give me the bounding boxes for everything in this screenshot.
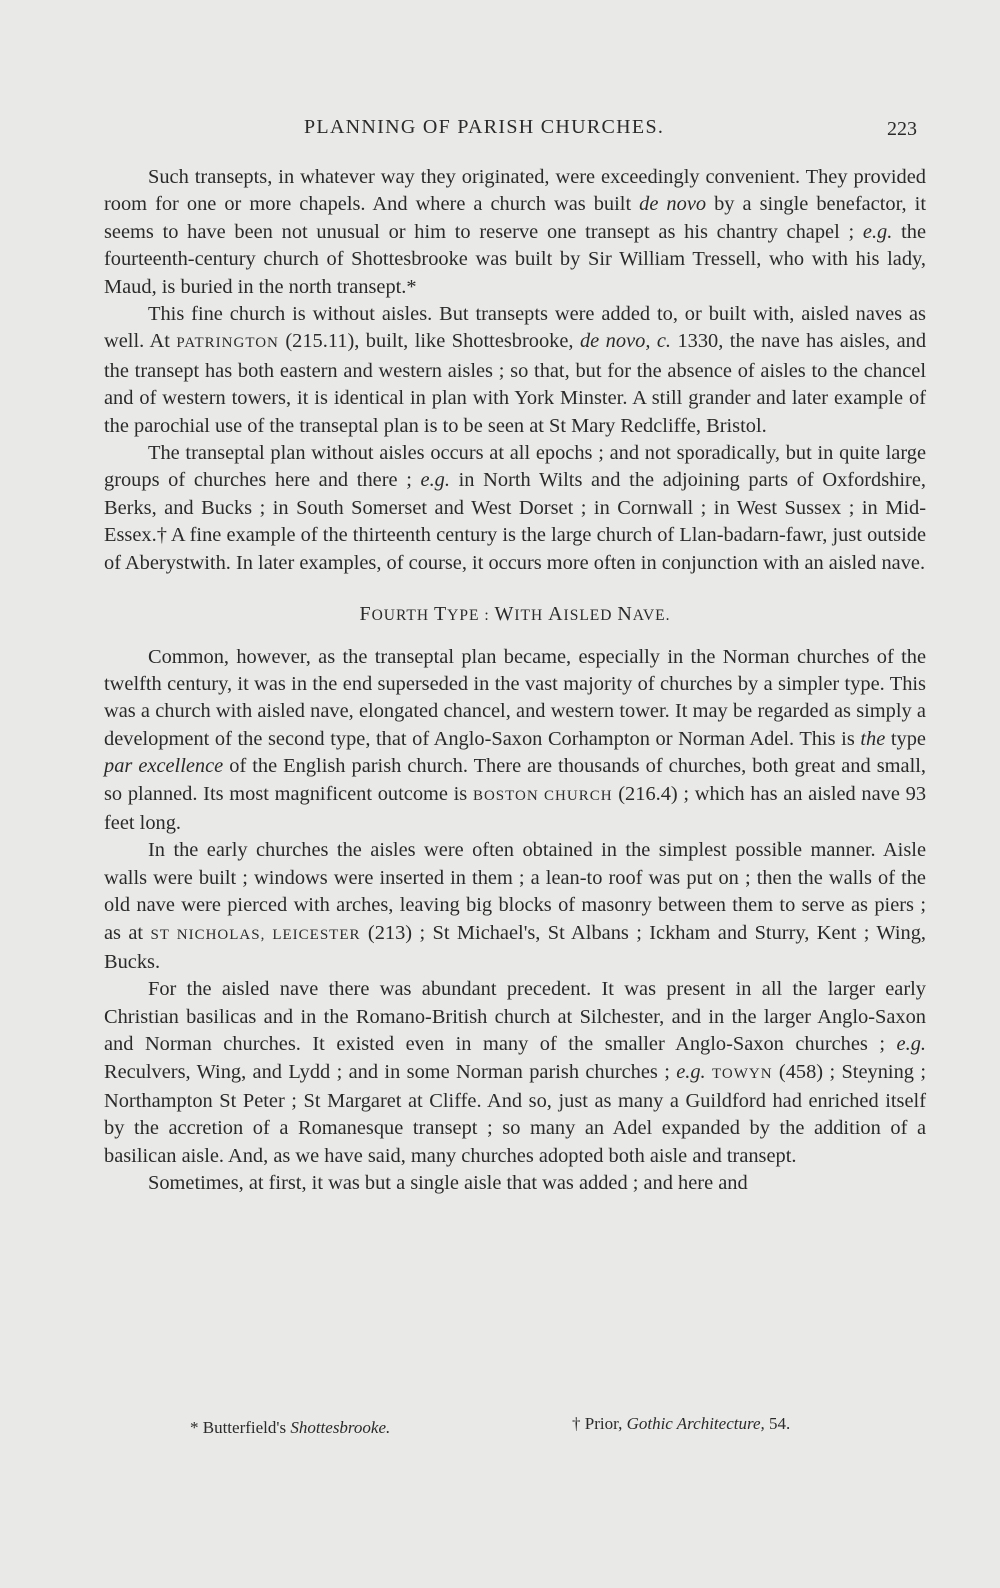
- footnote-2: [572, 1414, 790, 1434]
- italic-abbrev: e.g.: [420, 469, 450, 492]
- body-text: [104, 164, 926, 1198]
- text: by a single benefactor, it seems to have been not unusual or him to reserve one transept as his chantry chapel ;: [104, 193, 927, 243]
- church-name: TOWYN: [712, 1065, 773, 1082]
- text: Such transepts, in whatever way they originated, were exceedingly convenient. They provided room for one or more chapels. And where a church was built: [104, 166, 926, 216]
- heading-text: OURTH: [371, 607, 434, 625]
- italic-phrase: de novo, c.: [579, 330, 672, 353]
- paragraph-6: [104, 976, 926, 1170]
- paragraph-1: [104, 164, 926, 301]
- italic-abbrev: e.g.: [896, 1033, 926, 1056]
- text: (215.11), built, like Shottesbrooke,: [278, 330, 580, 353]
- church-name: PATRINGTON: [176, 335, 279, 352]
- heading-text: ITH: [514, 607, 549, 625]
- heading-text: YPE :: [447, 607, 495, 625]
- footnote-page: 54.: [764, 1414, 791, 1433]
- paragraph-4: [104, 644, 926, 838]
- heading-text: ISLED: [563, 607, 618, 625]
- footnotes: [0, 1414, 1000, 1448]
- heading-text: AVE.: [632, 607, 671, 625]
- text: of the English parish church. There are thousands of churches, both great and small, so planned. Its most magnificent outcome is: [104, 755, 926, 805]
- italic-abbrev: e.g.: [862, 220, 893, 243]
- heading-initial: N: [617, 603, 633, 626]
- paragraph-7: [104, 1170, 926, 1197]
- text: in North Wilts and the adjoining parts of Oxfordshire, Berks, and Bucks ; in South Somerset and West Dorset ; in Cornwall ; in West Sussex ; in Mid-Essex.† A fine example of the thirteenth century is the large church of Llan-badarn-fawr, just outside of Aberystwith. In later examples, of course, it occurs more often in conjunction with an aisled nave.: [104, 469, 926, 574]
- paragraph-3: [104, 440, 926, 577]
- footnote-text: * Butterfield's: [190, 1418, 291, 1437]
- paragraph-2: [104, 301, 926, 440]
- text: the fourteenth-century church of Shottesbrooke was built by Sir William Tressell, who with his lady, Maud, is buried in the north transept.*: [104, 220, 926, 298]
- text: Reculvers, Wing, and Lydd ; and in some Norman parish churches ;: [104, 1060, 677, 1083]
- text: Common, however, as the transeptal plan became, especially in the Norman churches of the twelfth century, it was in the end superseded in the vast majority of churches by a simpler type. This was a church with aisled nave, elongated chancel, and western tower. It may be regarded as simply a development of the second type, that of Anglo-Saxon Corhampton or Norman Adel. This is: [104, 645, 926, 750]
- church-name: BOSTON CHURCH: [472, 787, 613, 804]
- italic-phrase: de novo: [639, 193, 707, 216]
- text: In the early churches the aisles were often obtained in the simplest possible manner. Aisle walls were built ; windows were inserted in them ; a lean-to roof was put on ; then the walls of the old nave were pierced with arches, leaving big blocks of masonry between them to serve as piers ; as at: [104, 839, 926, 944]
- running-title: PLANNING OF PARISH CHURCHES.: [304, 116, 665, 138]
- paragraph-5: [104, 837, 926, 976]
- text: (213) ; St Michael's, St Albans ; Ickham and Sturry, Kent ; Wing, Bucks.: [104, 921, 927, 973]
- text: (458) ; Steyning ; Northampton St Peter ; St Margaret at Cliffe. And so, just as many a Guildford had enriched itself by the accretion of a Romanesque transept ; so many an Adel expanded by the addition of a basilican aisle. And, as we have said, many churches adopted both aisle and transept.: [104, 1060, 926, 1167]
- page-number: 223: [887, 118, 917, 140]
- text: Sometimes, at first, it was but a single aisle that was added ; and here and: [148, 1172, 748, 1195]
- italic-phrase: par excellence: [104, 755, 224, 778]
- footnote-text: † Prior,: [572, 1414, 627, 1433]
- heading-initial: A: [548, 603, 564, 626]
- church-name: ST NICHOLAS, LEICESTER: [150, 926, 361, 943]
- heading-initial: T: [433, 603, 448, 626]
- running-head: [0, 116, 1000, 146]
- footnote-1: [190, 1418, 390, 1438]
- italic-abbrev: e.g.: [676, 1060, 706, 1083]
- heading-initial: W: [494, 603, 515, 626]
- section-heading: [104, 601, 926, 629]
- text: 1330, the nave has aisles, and the transept has both eastern and western aisles ; so that, but for the absence of aisles to the chancel and of western towers, it is identical in plan with York Minster. A still grander and later example of the parochial use of the transeptal plan is to be seen at St Mary Redcliffe, Bristol.: [104, 330, 927, 437]
- text: type: [885, 727, 926, 750]
- italic-word: the: [860, 727, 886, 750]
- footnote-title: Gothic Architecture,: [626, 1414, 765, 1433]
- text: (216.4) ; which has an aisled nave 93 feet long.: [104, 782, 927, 834]
- text: For the aisled nave there was abundant precedent. It was present in all the larger early Christian basilicas and in the Romano-British church at Silchester, and in the larger Anglo-Saxon and Norman churches. It existed even in many of the smaller Anglo-Saxon churches ;: [104, 978, 926, 1056]
- text: The transeptal plan without aisles occurs at all epochs ; and not sporadically, but in quite large groups of churches here and there ;: [104, 442, 926, 492]
- text: This fine church is without aisles. But transepts were added to, or built with, aisled naves as well. At: [104, 303, 926, 353]
- heading-initial: F: [359, 603, 372, 626]
- footnote-title: Shottesbrooke.: [290, 1418, 391, 1437]
